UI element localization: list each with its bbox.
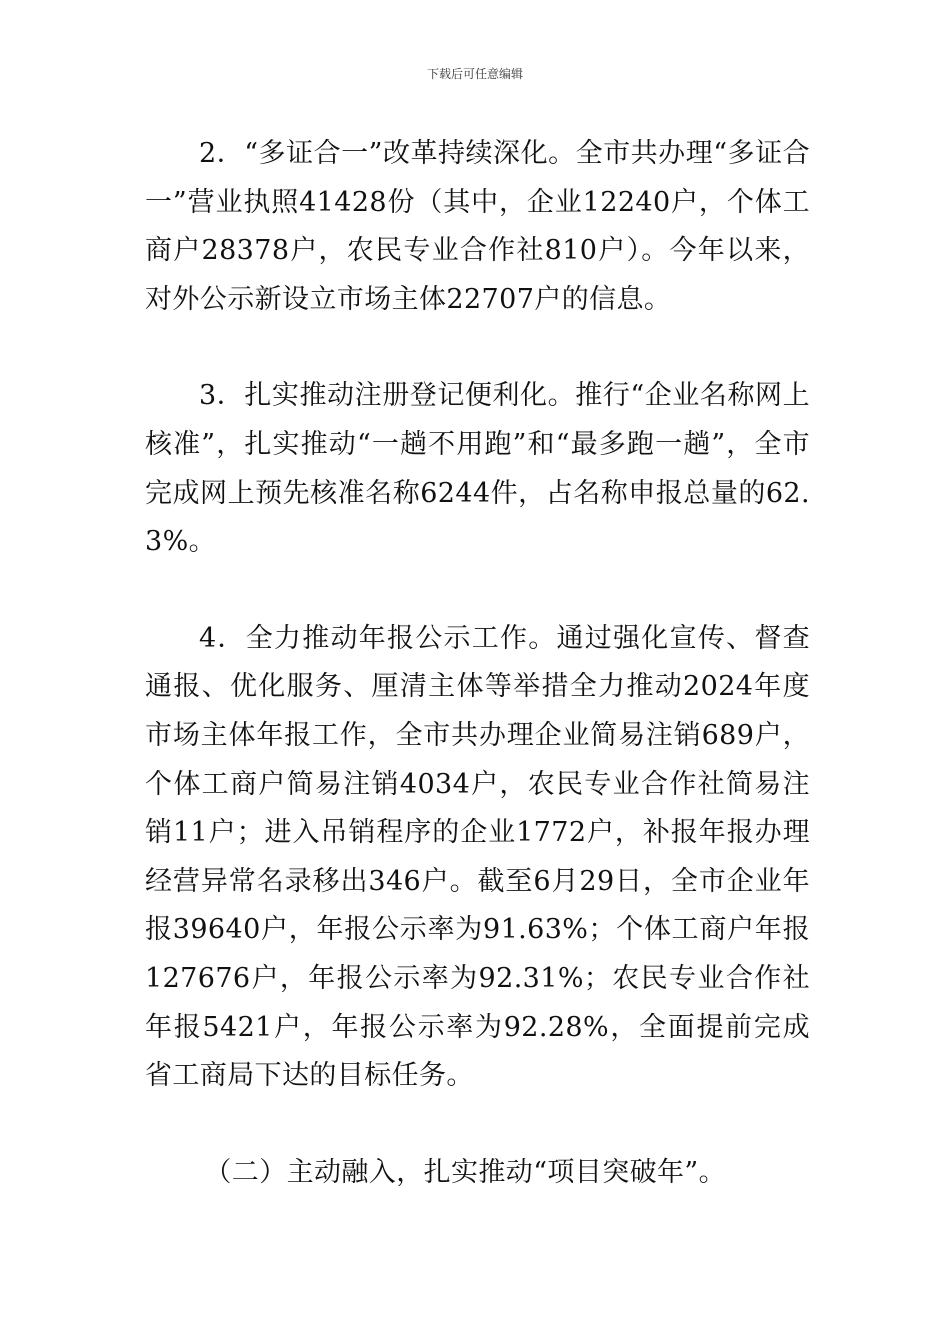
paragraph-spacer <box>145 1101 810 1149</box>
paragraph-registration-convenience: 3．扎实推动注册登记便利化。推行“企业名称网上核准”，扎实推动“一趟不用跑”和“最多跑一趟”，全市完成网上预先核准名称6244件，占名称申报总量的62.3%。 <box>145 380 810 558</box>
paragraph-annual-report: 4．全力推动年报公示工作。通过强化宣传、督查通报、优化服务、厘清主体等举措全力推动2024年度市场主体年报工作，全市共办理企业简易注销689户，个体工商户简易注销4034户，农民专业合作社简易注销11户；进入吊销程序的企业1772户，补报年报办理经营异常名录移出346户。截至6月29日，全市企业年报39640户，年报公示率为91.63%；个体工商户年报127676户，年报公示率为92.31%；农民专业合作社年报5421户，年报公示率为92.28%，全面提前完成省工商局下达的目标任务。 <box>145 622 810 1092</box>
paragraph-spacer <box>145 567 810 615</box>
paragraph-spacer <box>145 324 810 372</box>
document-body <box>145 130 810 1197</box>
page-header-note: 下载后可任意编辑 <box>426 67 523 81</box>
section-heading: （二）主动融入，扎实推动“项目突破年”。 <box>204 1156 726 1188</box>
paragraph-multi-license-reform: 2．“多证合一”改革持续深化。全市共办理“多证合一”营业执照41428份（其中，企业12240户，个体工商户28378户，农民专业合作社810户）。今年以来，对外公示新设立市场主体22707户的信息。 <box>145 138 810 315</box>
